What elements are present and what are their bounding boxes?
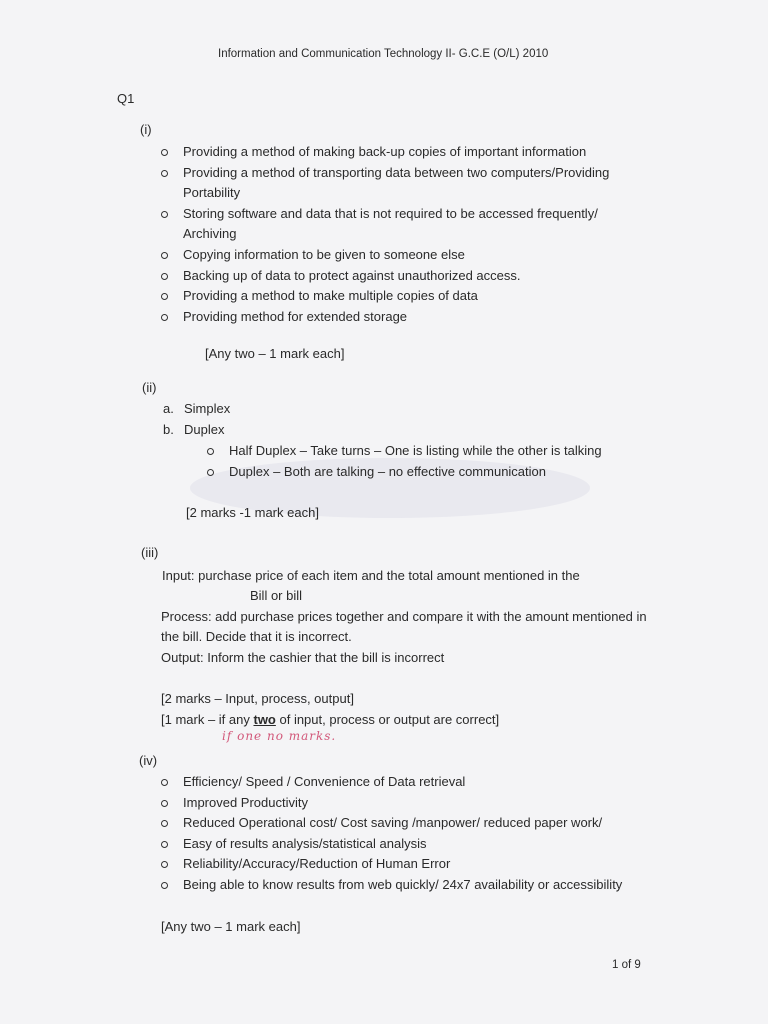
- handwritten-note: if one no marks.: [222, 729, 337, 743]
- list-item: Storing software and data that is not required to be accessed frequently/: [161, 204, 609, 225]
- list-item: Efficiency/ Speed / Convenience of Data retrieval: [161, 772, 622, 793]
- process-line-2: the bill. Decide that it is incorrect.: [161, 629, 352, 644]
- list-item-continuation: Portability: [183, 185, 241, 201]
- emphasis-two: two: [253, 712, 276, 727]
- bullet-icon: [161, 841, 168, 848]
- bullet-icon: [161, 779, 168, 786]
- part-iv-list: [161, 772, 622, 896]
- part-ii-label: (ii): [142, 380, 157, 395]
- list-item: Reduced Operational cost/ Cost saving /manpower/ reduced paper work/: [161, 813, 622, 834]
- output-line: Output: Inform the cashier that the bill is incorrect: [161, 650, 445, 665]
- list-item: Improved Productivity: [161, 793, 622, 814]
- part-i-list: [161, 142, 609, 327]
- input-line-2: Bill or bill: [250, 588, 303, 603]
- bullet-icon: [161, 252, 168, 259]
- part-iv-label: (iv): [139, 753, 158, 768]
- part-iv-marks: [Any two – 1 mark each]: [161, 919, 301, 934]
- part-iii-marks-1: [2 marks – Input, process, output]: [161, 691, 354, 706]
- part-iii-marks-2: [1 mark – if any two of input, process or output are correct]: [161, 712, 500, 727]
- list-item: Providing a method of making back-up copies of important information: [161, 142, 609, 163]
- list-item: Half Duplex – Take turns – One is listing while the other is talking: [207, 441, 602, 462]
- part-i-label: (i): [140, 122, 152, 137]
- part-ii-sublist: [207, 441, 602, 482]
- list-item: Duplex – Both are talking – no effective communication: [207, 462, 602, 483]
- bullet-icon: [161, 170, 168, 177]
- list-item: Being able to know results from web quickly/ 24x7 availability or accessibility: [161, 875, 622, 896]
- question-label: Q1: [117, 91, 135, 106]
- bullet-icon: [161, 149, 168, 156]
- bullet-icon: [161, 861, 168, 868]
- list-item: Providing a method of transporting data between two computers/Providing: [161, 163, 609, 184]
- part-ii-a: Simplex: [184, 401, 231, 416]
- list-item: Easy of results analysis/statistical analysis: [161, 834, 622, 855]
- part-i-marks: [Any two – 1 mark each]: [205, 346, 345, 361]
- part-ii-marks: [2 marks -1 mark each]: [186, 505, 319, 520]
- list-item: Copying information to be given to someone else: [161, 245, 609, 266]
- bullet-icon: [161, 882, 168, 889]
- list-item: Providing method for extended storage: [161, 307, 609, 328]
- list-item: Backing up of data to protect against unauthorized access.: [161, 266, 609, 287]
- bullet-icon: [161, 273, 168, 280]
- part-ii-a-marker: a.: [163, 401, 174, 416]
- input-line-1: Input: purchase price of each item and the total amount mentioned in the: [162, 568, 580, 583]
- part-iii-label: (iii): [141, 545, 159, 560]
- list-item-continuation: Archiving: [183, 226, 237, 242]
- part-ii-b: Duplex: [184, 422, 225, 437]
- part-ii-b-marker: b.: [163, 422, 174, 437]
- list-item: Reliability/Accuracy/Reduction of Human Error: [161, 854, 622, 875]
- bullet-icon: [161, 293, 168, 300]
- bullet-icon: [207, 469, 214, 476]
- bullet-icon: [161, 800, 168, 807]
- bullet-icon: [161, 314, 168, 321]
- process-line-1: Process: add purchase prices together and compare it with the amount mentioned in: [161, 609, 647, 624]
- bullet-icon: [161, 211, 168, 218]
- page-title: Information and Communication Technology II- G.C.E (O/L) 2010: [218, 48, 549, 60]
- page-number: 1 of 9: [612, 959, 641, 971]
- bullet-icon: [207, 448, 214, 455]
- list-item: Providing a method to make multiple copies of data: [161, 286, 609, 307]
- bullet-icon: [161, 820, 168, 827]
